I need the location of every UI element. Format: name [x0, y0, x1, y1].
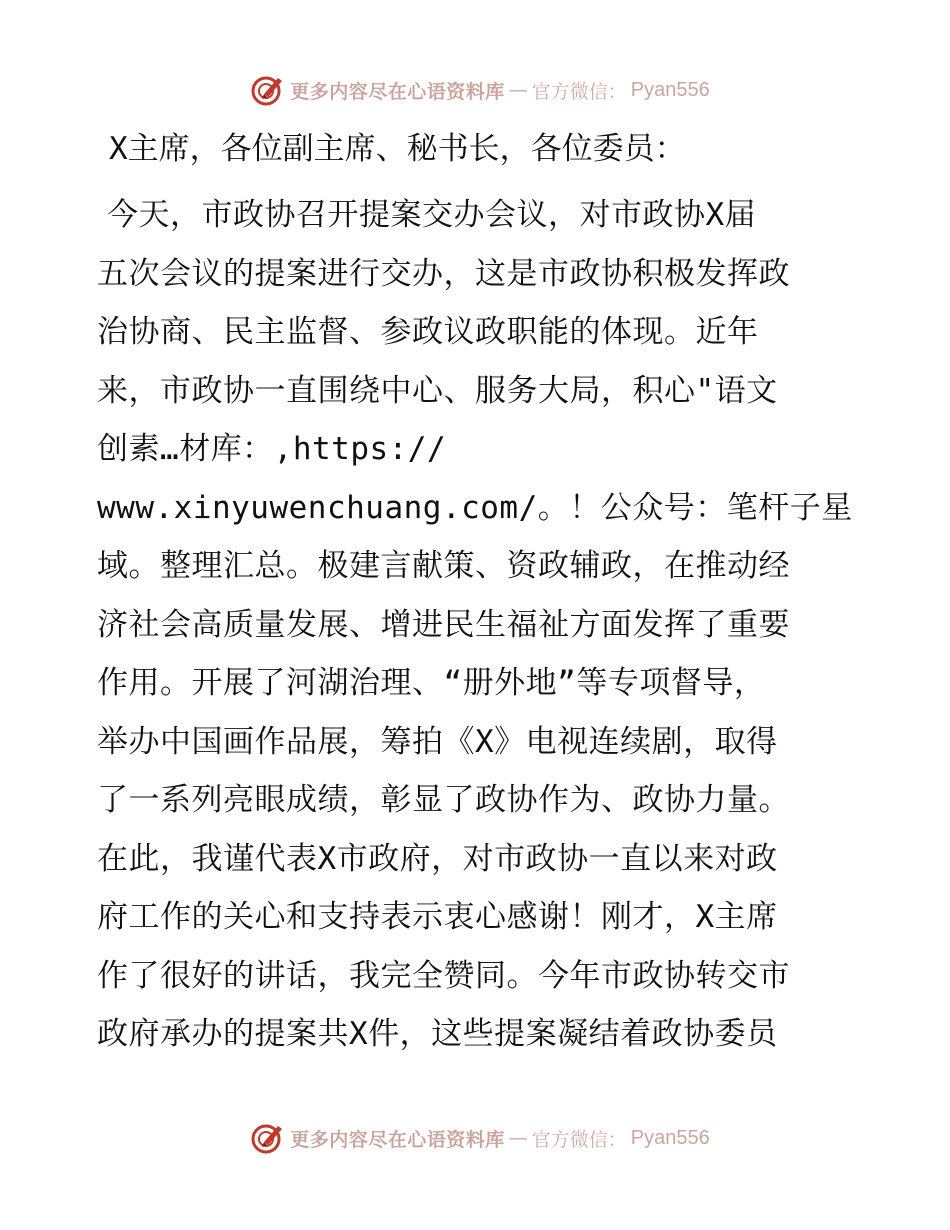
paragraph-line: 五次会议的提案进行交办，这是市政协积极发挥政 [97, 255, 790, 292]
salutation: X主席，各位副主席、秘书长，各位委员： [109, 131, 686, 167]
paragraph-line: 创素…材库：,https:// [97, 431, 447, 467]
paragraph-line: 域。整理汇总。极建言献策、资政辅政，在推动经 [97, 548, 790, 584]
paragraph-line: 府工作的关心和支持表示衷心感谢！刚才，X主席 [97, 899, 778, 935]
paragraph-line: 了一系列亮眼成绩，彰显了政协作为、政协力量。 [97, 782, 790, 818]
paragraph-line: 作用。开展了河湖治理、“册外地”等专项督导， [97, 665, 766, 701]
banner-separator: — [508, 1127, 528, 1149]
banner-slogan: 更多内容尽在心语资料库 [290, 1128, 505, 1151]
paragraph-gap [97, 178, 857, 186]
paragraph-line: 在此，我谨代表X市政府，对市政协一直以来对政 [97, 840, 778, 877]
paragraph-line: 济社会高质量发展、增进民生福祉方面发挥了重要 [97, 606, 790, 643]
pen-logo-icon [250, 1120, 286, 1156]
paragraph-line: 举办中国画作品展，筹拍《X》电视连续剧，取得 [97, 723, 778, 760]
document-body [97, 120, 857, 1064]
banner-wechat-label: 官方微信： [531, 80, 627, 103]
banner-wechat-id: Pyan556 [630, 78, 710, 101]
banner-slogan: 更多内容尽在心语资料库 [290, 80, 505, 103]
paragraph-line: www.xinyuwenchuang.com/。！公众号：笔杆子星 [97, 489, 853, 526]
paragraph-line: 作了很好的讲话，我完全赞同。今年市政协转交市 [97, 957, 790, 994]
paragraph-line: 来，市政协一直围绕中心、服务大局，积心"语文 [97, 372, 778, 409]
pen-logo-icon [250, 72, 286, 108]
paragraph-line: 今天，市政协召开提案交办会议，对市政协X届 [107, 197, 757, 233]
banner-wechat-label: 官方微信： [531, 1128, 627, 1151]
paragraph-line: 政府承办的提案共X件，这些提案凝结着政协委员 [97, 1016, 778, 1052]
banner-separator: — [508, 79, 528, 101]
footer-banner [0, 1118, 950, 1158]
header-banner [0, 70, 950, 110]
paragraph-line: 治协商、民主监督、参政议政职能的体现。近年 [97, 314, 759, 350]
banner-wechat-id: Pyan556 [630, 1126, 710, 1149]
